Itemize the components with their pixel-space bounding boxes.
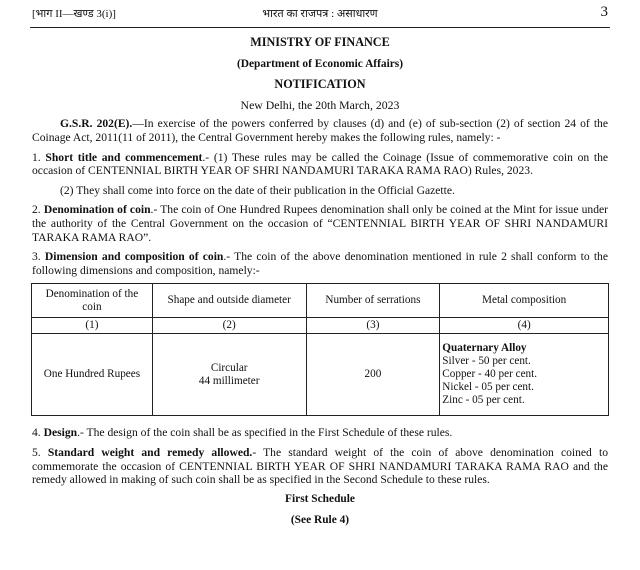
first-schedule-title: First Schedule xyxy=(285,492,355,505)
schedule-rule-reference: (See Rule 4) xyxy=(290,514,350,527)
table-row xyxy=(32,334,609,416)
alloy-name: Quaternary Alloy xyxy=(442,342,527,355)
cell-serrations: 200 xyxy=(306,334,440,416)
preamble-paragraph xyxy=(32,117,608,144)
page-number: 3 xyxy=(600,4,608,20)
column-number: (1) xyxy=(32,318,153,334)
metal-nickel: Nickel - 05 per cent. xyxy=(442,381,534,394)
rule-1-paragraph xyxy=(32,151,608,178)
rule-5-text: - The standard weight of the coin of above denomination coined to commemorate the occasion of CENTENNIAL BIRTH YEAR OF SHRI NANDAMURI TARAKA RAMA RAO and the remedy allowed in making of such coin shall be as specified in the Second Schedule to these rules. xyxy=(32,445,609,487)
rule-2-paragraph xyxy=(32,203,608,244)
rule-3-number: 3. xyxy=(32,250,41,264)
rule-4-paragraph xyxy=(32,426,608,440)
metal-zinc: Zinc - 05 per cent. xyxy=(442,394,525,407)
place-date: New Delhi, the 20th March, 2023 xyxy=(240,97,400,112)
header-shape-diameter: Shape and outside diameter xyxy=(152,284,306,318)
rule-2-number: 2. xyxy=(32,203,41,217)
header-divider xyxy=(30,27,610,28)
rule-3-paragraph xyxy=(32,250,608,277)
department-title: (Department of Economic Affairs) xyxy=(236,57,404,70)
gsr-reference: G.S.R. 202(E). xyxy=(60,117,133,131)
coin-specification-table xyxy=(31,283,609,416)
header-gazette-title: भारत का राजपत्र : असाधारण xyxy=(262,8,378,20)
cell-denomination: One Hundred Rupees xyxy=(32,334,153,416)
column-number: (2) xyxy=(152,318,306,334)
rule-5-number: 5. xyxy=(32,445,41,459)
rule-4-number: 4. xyxy=(32,426,41,440)
table-column-number-row xyxy=(32,318,609,334)
rule-2-heading: Denomination of coin xyxy=(43,203,151,217)
rule-1-heading: Short title and commencement xyxy=(45,150,203,164)
cell-shape-diameter xyxy=(152,334,306,416)
rule-1-number: 1. xyxy=(32,150,41,164)
rule-5-heading: Standard weight and remedy allowed. xyxy=(47,445,253,459)
notification-heading: NOTIFICATION xyxy=(274,77,366,92)
cell-metal-composition xyxy=(440,334,609,416)
header-serrations: Number of serrations xyxy=(306,284,440,318)
preamble-text: —In exercise of the powers conferred by clauses (d) and (e) of sub-section (2) of section 24 of the Coinage Act, 2011(11 of 2011), the Central Government hereby makes the following rules, namely: - xyxy=(32,117,608,144)
cell-shape: Circular xyxy=(210,361,248,374)
rule-4-heading: Design xyxy=(43,426,78,440)
column-number: (4) xyxy=(440,318,609,334)
table-header-row xyxy=(32,284,609,318)
column-number: (3) xyxy=(306,318,440,334)
page-header xyxy=(32,4,608,24)
rule-4-text: .- The design of the coin shall be as specified in the First Schedule of these rules. xyxy=(77,426,453,440)
rule-2-text: .- The coin of One Hundred Rupees denomination shall only be coined at the Mint for issue under the authority of the Central Government on the occasion of “CENTENNIAL BIRTH YEAR OF SHRI NANDAMURI TARAKA RAMA RAO”. xyxy=(32,203,608,244)
notification-body xyxy=(32,36,608,528)
header-part-section: [भाग II—खण्ड 3(i)] xyxy=(32,8,116,20)
rule-5-paragraph xyxy=(32,446,608,487)
metal-silver: Silver - 50 per cent. xyxy=(442,355,531,368)
ministry-title: MINISTRY OF FINANCE xyxy=(250,35,390,49)
header-metal-composition: Metal composition xyxy=(440,284,609,318)
cell-diameter: 44 millimeter xyxy=(198,374,260,387)
header-denomination: Denomination of the coin xyxy=(32,284,153,318)
metal-copper: Copper - 40 per cent. xyxy=(442,368,538,381)
rule-3-heading: Dimension and composition of coin xyxy=(44,250,224,264)
rule-1-subrule-2: (2) They shall come into force on the date of their publication in the Official Gazette. xyxy=(60,183,455,197)
rule-3-text: .- The coin of the above denomination mentioned in rule 2 shall conform to the following dimensions and composition, namely:- xyxy=(32,250,608,277)
rule-1-text: .- (1) These rules may be called the Coinage (Issue of commemorative coin on the occasion of CENTENNIAL BIRTH YEAR OF SHRI NANDAMURI TARAKA RAMA RAO) Rules, 2023. xyxy=(32,150,609,178)
